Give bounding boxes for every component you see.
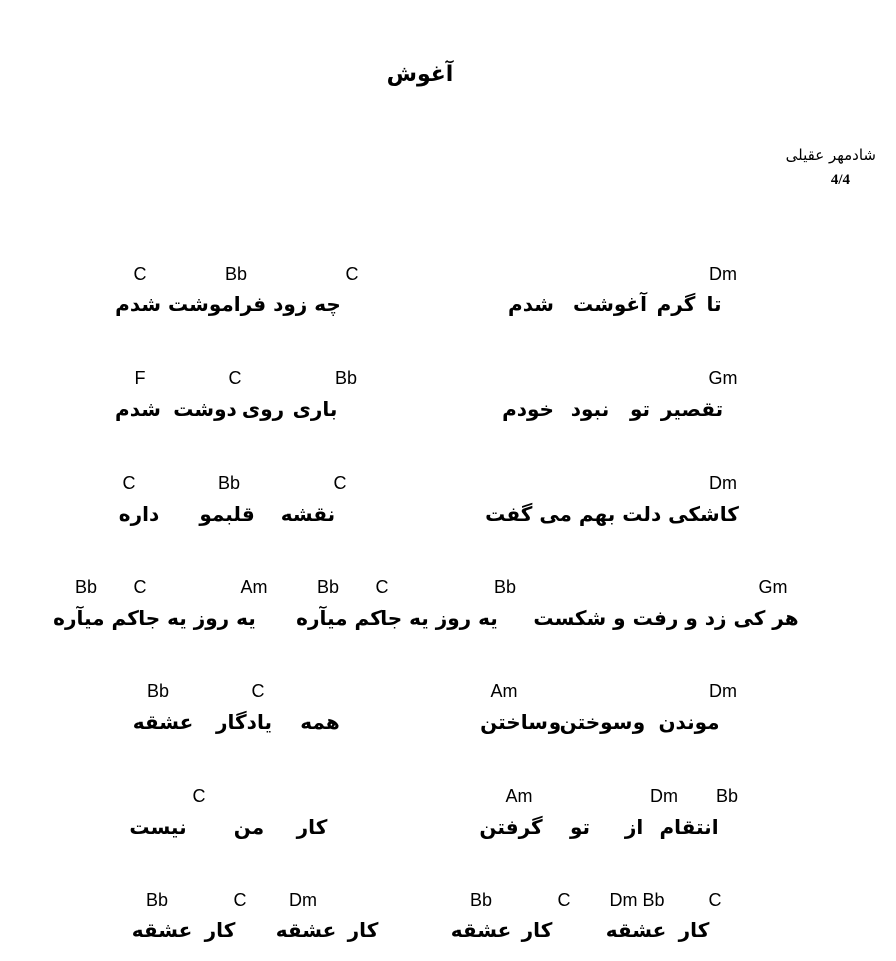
chord: Bb [74, 577, 98, 597]
song-title: آغوش [386, 62, 454, 87]
lyric-word: ساختن [480, 710, 548, 734]
chord: Bb [224, 264, 248, 284]
chord: Bb [715, 786, 739, 806]
lyric-word: نیست [129, 815, 187, 839]
chord: Am [240, 577, 268, 597]
lyric-word: روی [241, 397, 285, 421]
lyric-word: عشقه [132, 710, 194, 734]
lyric-phrase: یه روز یه جا [380, 606, 498, 630]
lyric-phrase: چه زود فراموشت شدم [115, 292, 341, 316]
chord: Bb [217, 473, 241, 493]
lyric-word: و [548, 710, 562, 734]
time-signature: 4/4 [830, 172, 850, 188]
lyric-word: شدم [115, 397, 161, 421]
lyric-word: قلبمو [199, 502, 255, 526]
lyric-word: همه [300, 710, 340, 734]
chord: C [133, 264, 147, 284]
lyric-word: کار [347, 918, 379, 942]
lyric-word: عشقه [605, 918, 667, 942]
chord: C [375, 577, 389, 597]
lyric-phrase: کم میآره [296, 606, 382, 630]
chord: C [345, 264, 359, 284]
chord: Bb [493, 577, 517, 597]
chord: C [122, 473, 136, 493]
chord: Bb [145, 890, 169, 910]
lyric-word: از [624, 815, 644, 839]
lyric-word: تقصیر [660, 397, 724, 421]
lyric-word: سوختن [559, 710, 633, 734]
lyric-word: عشقه [450, 918, 512, 942]
chord: Bb [334, 368, 358, 388]
lyric-word: موندن [658, 710, 720, 734]
chord: F [134, 368, 146, 388]
lyric-word: نبود [570, 397, 610, 421]
lyric-phrase: هر کی زد و رفت و شکست [533, 606, 799, 630]
chord: Bb [146, 681, 170, 701]
chord: C [228, 368, 242, 388]
chord: Am [490, 681, 518, 701]
lyric-phrase: کم میآره [53, 606, 139, 630]
chord: Gm [758, 577, 788, 597]
lyric-word: کار [204, 918, 236, 942]
lyric-word: تو [629, 397, 651, 421]
chord: Dm [289, 890, 317, 910]
lyric-word: کار [678, 918, 710, 942]
lyric-word: تو [569, 815, 591, 839]
lyric-phrase: یه روز یه جا [138, 606, 256, 630]
lyric-word: تا [706, 292, 722, 316]
chord: Dm [650, 786, 678, 806]
chord: Gm [708, 368, 738, 388]
lyric-word: داره [118, 502, 160, 526]
chord: C [233, 890, 247, 910]
chord: Am [505, 786, 533, 806]
lyric-word: گرفتن [479, 815, 543, 839]
chord: Dm Bb [609, 890, 665, 910]
lyric-word: آغوشت [573, 292, 647, 316]
chord: C [708, 890, 722, 910]
chord: C [133, 577, 147, 597]
chord: C [557, 890, 571, 910]
lyric-word: من [233, 815, 265, 839]
lyric-word: عشقه [131, 918, 193, 942]
chord: Bb [316, 577, 340, 597]
lyric-word: نقشه [280, 502, 336, 526]
lyric-word: خودم [502, 397, 554, 421]
lyric-word: دوشت [173, 397, 237, 421]
chord: C [192, 786, 206, 806]
lyric-word: شدم [508, 292, 554, 316]
chord: Bb [469, 890, 493, 910]
chord: C [251, 681, 265, 701]
chord: C [333, 473, 347, 493]
chord: Dm [709, 264, 737, 284]
lyric-word: باری [292, 397, 338, 421]
lyric-word: کار [296, 815, 328, 839]
lyric-word: عشقه [275, 918, 337, 942]
lyric-word: گرم [656, 292, 696, 316]
lyric-word: انتقام [659, 815, 719, 839]
composer-name: شادمهر عقیلی [785, 146, 876, 164]
lyric-word: کار [521, 918, 553, 942]
lyric-phrase: کاشکی دلت بهم می گفت [485, 502, 739, 526]
lyric-word: یادگار [216, 710, 272, 734]
chord: Dm [709, 681, 737, 701]
chord: Dm [709, 473, 737, 493]
lyric-word: و [632, 710, 646, 734]
